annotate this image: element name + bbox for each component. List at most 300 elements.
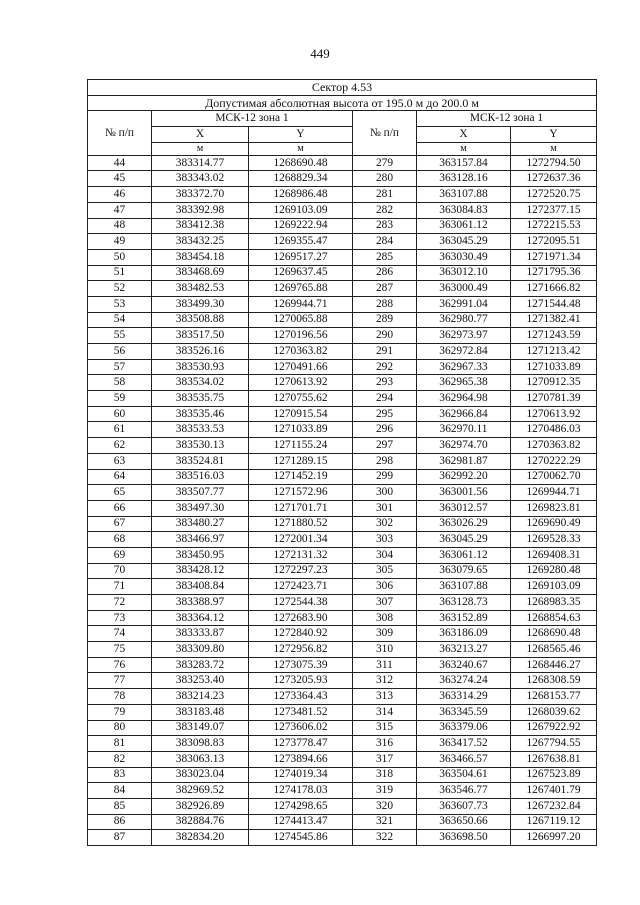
x-left-cell: 383526.16 bbox=[152, 344, 249, 360]
point-number-left-cell: 68 bbox=[88, 532, 152, 548]
y-right-cell: 1272637.36 bbox=[511, 171, 597, 187]
point-number-right-cell: 319 bbox=[353, 783, 417, 799]
point-number-right-cell: 291 bbox=[353, 344, 417, 360]
x-left-cell: 383314.77 bbox=[152, 155, 249, 171]
y-right-cell: 1271382.41 bbox=[511, 312, 597, 328]
table-row bbox=[88, 453, 597, 469]
y-right-cell: 1269823.81 bbox=[511, 500, 597, 516]
x-right-cell: 363000.49 bbox=[417, 281, 511, 297]
y-header-right: Y bbox=[511, 127, 597, 143]
point-number-left-cell: 65 bbox=[88, 485, 152, 501]
x-right-cell: 362967.33 bbox=[417, 359, 511, 375]
x-right-cell: 363045.29 bbox=[417, 532, 511, 548]
x-right-cell: 363107.88 bbox=[417, 187, 511, 203]
point-number-right-cell: 296 bbox=[353, 422, 417, 438]
x-left-cell: 383497.30 bbox=[152, 500, 249, 516]
x-left-cell: 383343.02 bbox=[152, 171, 249, 187]
point-number-left-cell: 75 bbox=[88, 642, 152, 658]
point-number-right-cell: 320 bbox=[353, 798, 417, 814]
table-row bbox=[88, 830, 597, 846]
x-left-cell: 383333.87 bbox=[152, 626, 249, 642]
point-number-right-cell: 288 bbox=[353, 296, 417, 312]
x-right-cell: 363012.10 bbox=[417, 265, 511, 281]
point-number-left-cell: 56 bbox=[88, 344, 152, 360]
y-right-cell: 1269103.09 bbox=[511, 579, 597, 595]
x-left-cell: 383183.48 bbox=[152, 704, 249, 720]
x-left-cell: 383149.07 bbox=[152, 720, 249, 736]
unit-y-right: м bbox=[511, 142, 597, 155]
point-number-left-cell: 52 bbox=[88, 281, 152, 297]
point-number-left-cell: 78 bbox=[88, 689, 152, 705]
unit-y-left: м bbox=[249, 142, 353, 155]
x-left-cell: 382969.52 bbox=[152, 783, 249, 799]
y-left-cell: 1272131.32 bbox=[249, 547, 353, 563]
x-left-cell: 383530.93 bbox=[152, 359, 249, 375]
y-right-cell: 1267794.55 bbox=[511, 736, 597, 752]
y-right-cell: 1266997.20 bbox=[511, 830, 597, 846]
point-number-right-cell: 312 bbox=[353, 673, 417, 689]
x-right-cell: 363084.83 bbox=[417, 202, 511, 218]
unit-x-right: м bbox=[417, 142, 511, 155]
coord-system-left: МСК-12 зона 1 bbox=[152, 111, 353, 127]
table-row bbox=[88, 736, 597, 752]
x-right-cell: 362970.11 bbox=[417, 422, 511, 438]
y-left-cell: 1272840.92 bbox=[249, 626, 353, 642]
point-number-right-cell: 289 bbox=[353, 312, 417, 328]
y-left-cell: 1274413.47 bbox=[249, 814, 353, 830]
table-row bbox=[88, 610, 597, 626]
point-number-left-cell: 57 bbox=[88, 359, 152, 375]
point-number-left-cell: 45 bbox=[88, 171, 152, 187]
point-number-left-cell: 74 bbox=[88, 626, 152, 642]
y-right-cell: 1269280.48 bbox=[511, 563, 597, 579]
table-row bbox=[88, 689, 597, 705]
point-number-right-cell: 286 bbox=[353, 265, 417, 281]
y-left-cell: 1274545.86 bbox=[249, 830, 353, 846]
y-left-cell: 1273481.52 bbox=[249, 704, 353, 720]
x-right-cell: 363240.67 bbox=[417, 657, 511, 673]
y-left-cell: 1271452.19 bbox=[249, 469, 353, 485]
y-left-cell: 1270915.54 bbox=[249, 406, 353, 422]
x-right-cell: 363107.88 bbox=[417, 579, 511, 595]
y-right-cell: 1271666.82 bbox=[511, 281, 597, 297]
coord-system-right: МСК-12 зона 1 bbox=[417, 111, 597, 127]
point-number-left-cell: 46 bbox=[88, 187, 152, 203]
table-row bbox=[88, 202, 597, 218]
point-number-right-cell: 318 bbox=[353, 767, 417, 783]
x-right-cell: 363314.29 bbox=[417, 689, 511, 705]
y-right-cell: 1270486.03 bbox=[511, 422, 597, 438]
sector-title: Сектор 4.53 bbox=[88, 80, 597, 96]
y-left-cell: 1268829.34 bbox=[249, 171, 353, 187]
point-number-left-cell: 53 bbox=[88, 296, 152, 312]
y-left-cell: 1270363.82 bbox=[249, 344, 353, 360]
table-row bbox=[88, 391, 597, 407]
y-left-cell: 1272956.82 bbox=[249, 642, 353, 658]
point-number-left-cell: 64 bbox=[88, 469, 152, 485]
point-number-left-cell: 63 bbox=[88, 453, 152, 469]
point-number-left-cell: 85 bbox=[88, 798, 152, 814]
point-number-right-cell: 313 bbox=[353, 689, 417, 705]
table-row bbox=[88, 595, 597, 611]
x-left-cell: 383466.97 bbox=[152, 532, 249, 548]
point-number-right-cell: 322 bbox=[353, 830, 417, 846]
table-row bbox=[88, 281, 597, 297]
x-right-cell: 363012.57 bbox=[417, 500, 511, 516]
x-right-cell: 363030.49 bbox=[417, 249, 511, 265]
y-left-cell: 1268986.48 bbox=[249, 187, 353, 203]
table-row bbox=[88, 469, 597, 485]
point-number-left-cell: 61 bbox=[88, 422, 152, 438]
x-right-cell: 363274.24 bbox=[417, 673, 511, 689]
point-number-right-cell: 303 bbox=[353, 532, 417, 548]
x-left-cell: 383524.81 bbox=[152, 453, 249, 469]
x-right-cell: 363045.29 bbox=[417, 234, 511, 250]
point-number-left-cell: 79 bbox=[88, 704, 152, 720]
y-right-cell: 1268308.59 bbox=[511, 673, 597, 689]
x-left-cell: 383283.72 bbox=[152, 657, 249, 673]
y-left-cell: 1271572.96 bbox=[249, 485, 353, 501]
y-left-cell: 1270755.62 bbox=[249, 391, 353, 407]
table-row bbox=[88, 375, 597, 391]
point-number-right-cell: 279 bbox=[353, 155, 417, 171]
x-left-cell: 383388.97 bbox=[152, 595, 249, 611]
table-row bbox=[88, 563, 597, 579]
y-right-cell: 1272520.75 bbox=[511, 187, 597, 203]
y-left-cell: 1271701.71 bbox=[249, 500, 353, 516]
point-number-right-cell: 317 bbox=[353, 751, 417, 767]
y-left-cell: 1269355.47 bbox=[249, 234, 353, 250]
point-number-left-cell: 80 bbox=[88, 720, 152, 736]
x-right-cell: 362992.20 bbox=[417, 469, 511, 485]
x-right-cell: 363650.66 bbox=[417, 814, 511, 830]
x-header-left: X bbox=[152, 127, 249, 143]
coordinates-table bbox=[87, 79, 597, 846]
point-number-right-cell: 315 bbox=[353, 720, 417, 736]
table-row bbox=[88, 673, 597, 689]
x-left-cell: 383253.40 bbox=[152, 673, 249, 689]
point-number-left-cell: 51 bbox=[88, 265, 152, 281]
table-row bbox=[88, 438, 597, 454]
point-number-left-cell: 73 bbox=[88, 610, 152, 626]
x-left-cell: 382926.89 bbox=[152, 798, 249, 814]
y-left-cell: 1272423.71 bbox=[249, 579, 353, 595]
y-right-cell: 1272794.50 bbox=[511, 155, 597, 171]
table-row bbox=[88, 814, 597, 830]
x-left-cell: 383309.80 bbox=[152, 642, 249, 658]
point-number-left-cell: 66 bbox=[88, 500, 152, 516]
y-right-cell: 1267232.84 bbox=[511, 798, 597, 814]
point-number-right-cell: 305 bbox=[353, 563, 417, 579]
y-right-cell: 1271795.36 bbox=[511, 265, 597, 281]
y-right-cell: 1271971.34 bbox=[511, 249, 597, 265]
y-right-cell: 1272215.53 bbox=[511, 218, 597, 234]
x-right-cell: 362974.70 bbox=[417, 438, 511, 454]
x-left-cell: 383534.02 bbox=[152, 375, 249, 391]
point-number-right-cell: 301 bbox=[353, 500, 417, 516]
x-right-cell: 363001.56 bbox=[417, 485, 511, 501]
point-number-left-cell: 58 bbox=[88, 375, 152, 391]
y-right-cell: 1268690.48 bbox=[511, 626, 597, 642]
x-right-cell: 363186.09 bbox=[417, 626, 511, 642]
point-number-left-cell: 70 bbox=[88, 563, 152, 579]
point-number-right-cell: 297 bbox=[353, 438, 417, 454]
y-right-cell: 1271033.89 bbox=[511, 359, 597, 375]
x-right-cell: 363379.06 bbox=[417, 720, 511, 736]
point-number-right-cell: 287 bbox=[353, 281, 417, 297]
point-number-left-cell: 49 bbox=[88, 234, 152, 250]
x-left-cell: 383372.70 bbox=[152, 187, 249, 203]
y-right-cell: 1270781.39 bbox=[511, 391, 597, 407]
y-left-cell: 1272001.34 bbox=[249, 532, 353, 548]
table-row bbox=[88, 249, 597, 265]
point-number-left-cell: 44 bbox=[88, 155, 152, 171]
x-right-cell: 363698.50 bbox=[417, 830, 511, 846]
x-right-cell: 363504.61 bbox=[417, 767, 511, 783]
point-number-left-cell: 86 bbox=[88, 814, 152, 830]
y-right-cell: 1268039.62 bbox=[511, 704, 597, 720]
x-header-right: X bbox=[417, 127, 511, 143]
point-number-left-cell: 83 bbox=[88, 767, 152, 783]
point-number-right-cell: 280 bbox=[353, 171, 417, 187]
y-left-cell: 1270613.92 bbox=[249, 375, 353, 391]
y-left-cell: 1274298.65 bbox=[249, 798, 353, 814]
num-header-left: № п/п bbox=[88, 111, 152, 155]
x-left-cell: 383480.27 bbox=[152, 516, 249, 532]
y-left-cell: 1272544.38 bbox=[249, 595, 353, 611]
table-row bbox=[88, 422, 597, 438]
y-right-cell: 1267119.12 bbox=[511, 814, 597, 830]
point-number-right-cell: 283 bbox=[353, 218, 417, 234]
y-right-cell: 1267401.79 bbox=[511, 783, 597, 799]
table-row bbox=[88, 296, 597, 312]
x-right-cell: 362966.84 bbox=[417, 406, 511, 422]
x-right-cell: 363026.29 bbox=[417, 516, 511, 532]
x-left-cell: 383535.75 bbox=[152, 391, 249, 407]
x-left-cell: 383098.83 bbox=[152, 736, 249, 752]
table-row bbox=[88, 485, 597, 501]
x-right-cell: 363607.73 bbox=[417, 798, 511, 814]
x-right-cell: 363061.12 bbox=[417, 547, 511, 563]
table-row bbox=[88, 798, 597, 814]
x-right-cell: 363345.59 bbox=[417, 704, 511, 720]
point-number-left-cell: 69 bbox=[88, 547, 152, 563]
y-left-cell: 1269517.27 bbox=[249, 249, 353, 265]
x-right-cell: 363213.27 bbox=[417, 642, 511, 658]
point-number-left-cell: 84 bbox=[88, 783, 152, 799]
point-number-right-cell: 298 bbox=[353, 453, 417, 469]
y-left-cell: 1269103.09 bbox=[249, 202, 353, 218]
point-number-left-cell: 54 bbox=[88, 312, 152, 328]
x-left-cell: 383507.77 bbox=[152, 485, 249, 501]
table-row bbox=[88, 642, 597, 658]
x-right-cell: 362973.97 bbox=[417, 328, 511, 344]
x-right-cell: 362981.87 bbox=[417, 453, 511, 469]
y-left-cell: 1271155.24 bbox=[249, 438, 353, 454]
x-right-cell: 362991.04 bbox=[417, 296, 511, 312]
point-number-right-cell: 304 bbox=[353, 547, 417, 563]
y-right-cell: 1268446.27 bbox=[511, 657, 597, 673]
y-right-cell: 1272095.51 bbox=[511, 234, 597, 250]
x-left-cell: 383533.53 bbox=[152, 422, 249, 438]
y-left-cell: 1273894.66 bbox=[249, 751, 353, 767]
table-row bbox=[88, 312, 597, 328]
table-row bbox=[88, 626, 597, 642]
point-number-left-cell: 77 bbox=[88, 673, 152, 689]
y-left-cell: 1268690.48 bbox=[249, 155, 353, 171]
table-row bbox=[88, 547, 597, 563]
table-row bbox=[88, 265, 597, 281]
table-row bbox=[88, 344, 597, 360]
y-left-cell: 1272683.90 bbox=[249, 610, 353, 626]
y-left-cell: 1273364.43 bbox=[249, 689, 353, 705]
y-right-cell: 1270363.82 bbox=[511, 438, 597, 454]
point-number-right-cell: 281 bbox=[353, 187, 417, 203]
x-right-cell: 363546.77 bbox=[417, 783, 511, 799]
y-right-cell: 1268854.63 bbox=[511, 610, 597, 626]
y-left-cell: 1271289.15 bbox=[249, 453, 353, 469]
y-right-cell: 1272377.15 bbox=[511, 202, 597, 218]
point-number-right-cell: 295 bbox=[353, 406, 417, 422]
point-number-right-cell: 307 bbox=[353, 595, 417, 611]
x-left-cell: 383063.13 bbox=[152, 751, 249, 767]
point-number-right-cell: 292 bbox=[353, 359, 417, 375]
point-number-right-cell: 300 bbox=[353, 485, 417, 501]
point-number-right-cell: 309 bbox=[353, 626, 417, 642]
x-left-cell: 383023.04 bbox=[152, 767, 249, 783]
x-right-cell: 363128.73 bbox=[417, 595, 511, 611]
x-right-cell: 363157.84 bbox=[417, 155, 511, 171]
x-left-cell: 383517.50 bbox=[152, 328, 249, 344]
table-row bbox=[88, 579, 597, 595]
x-left-cell: 382834.20 bbox=[152, 830, 249, 846]
point-number-right-cell: 294 bbox=[353, 391, 417, 407]
y-left-cell: 1274019.34 bbox=[249, 767, 353, 783]
point-number-right-cell: 321 bbox=[353, 814, 417, 830]
x-left-cell: 383468.69 bbox=[152, 265, 249, 281]
point-number-right-cell: 285 bbox=[353, 249, 417, 265]
y-right-cell: 1267638.81 bbox=[511, 751, 597, 767]
y-right-cell: 1269528.33 bbox=[511, 532, 597, 548]
table-row bbox=[88, 234, 597, 250]
x-left-cell: 383516.03 bbox=[152, 469, 249, 485]
x-right-cell: 363079.65 bbox=[417, 563, 511, 579]
y-left-cell: 1273606.02 bbox=[249, 720, 353, 736]
x-left-cell: 383432.25 bbox=[152, 234, 249, 250]
y-left-cell: 1270065.88 bbox=[249, 312, 353, 328]
y-left-cell: 1269765.88 bbox=[249, 281, 353, 297]
y-right-cell: 1270222.29 bbox=[511, 453, 597, 469]
table-row bbox=[88, 516, 597, 532]
y-left-cell: 1274178.03 bbox=[249, 783, 353, 799]
y-right-cell: 1268565.46 bbox=[511, 642, 597, 658]
y-header-left: Y bbox=[249, 127, 353, 143]
point-number-left-cell: 82 bbox=[88, 751, 152, 767]
point-number-left-cell: 48 bbox=[88, 218, 152, 234]
y-left-cell: 1272297.23 bbox=[249, 563, 353, 579]
point-number-right-cell: 310 bbox=[353, 642, 417, 658]
x-right-cell: 362964.98 bbox=[417, 391, 511, 407]
unit-x-left: м bbox=[152, 142, 249, 155]
y-right-cell: 1271213.42 bbox=[511, 344, 597, 360]
x-left-cell: 383482.53 bbox=[152, 281, 249, 297]
point-number-right-cell: 311 bbox=[353, 657, 417, 673]
y-right-cell: 1270613.92 bbox=[511, 406, 597, 422]
table-row bbox=[88, 171, 597, 187]
y-right-cell: 1268983.35 bbox=[511, 595, 597, 611]
point-number-right-cell: 302 bbox=[353, 516, 417, 532]
x-right-cell: 362965.38 bbox=[417, 375, 511, 391]
table-row bbox=[88, 751, 597, 767]
table-row bbox=[88, 406, 597, 422]
y-right-cell: 1269944.71 bbox=[511, 485, 597, 501]
y-left-cell: 1269637.45 bbox=[249, 265, 353, 281]
y-left-cell: 1270491.66 bbox=[249, 359, 353, 375]
y-left-cell: 1269222.94 bbox=[249, 218, 353, 234]
point-number-right-cell: 316 bbox=[353, 736, 417, 752]
point-number-left-cell: 50 bbox=[88, 249, 152, 265]
point-number-left-cell: 87 bbox=[88, 830, 152, 846]
y-right-cell: 1270062.70 bbox=[511, 469, 597, 485]
point-number-right-cell: 282 bbox=[353, 202, 417, 218]
point-number-right-cell: 308 bbox=[353, 610, 417, 626]
y-left-cell: 1273778.47 bbox=[249, 736, 353, 752]
point-number-left-cell: 71 bbox=[88, 579, 152, 595]
y-left-cell: 1273205.93 bbox=[249, 673, 353, 689]
x-right-cell: 363417.52 bbox=[417, 736, 511, 752]
x-left-cell: 383530.13 bbox=[152, 438, 249, 454]
y-left-cell: 1271033.89 bbox=[249, 422, 353, 438]
x-left-cell: 383499.30 bbox=[152, 296, 249, 312]
y-left-cell: 1269944.71 bbox=[249, 296, 353, 312]
table-row bbox=[88, 359, 597, 375]
x-left-cell: 383364.12 bbox=[152, 610, 249, 626]
table-row bbox=[88, 783, 597, 799]
x-left-cell: 383508.88 bbox=[152, 312, 249, 328]
y-right-cell: 1269690.49 bbox=[511, 516, 597, 532]
table-row bbox=[88, 767, 597, 783]
y-left-cell: 1273075.39 bbox=[249, 657, 353, 673]
y-right-cell: 1271544.48 bbox=[511, 296, 597, 312]
x-left-cell: 383454.18 bbox=[152, 249, 249, 265]
point-number-right-cell: 293 bbox=[353, 375, 417, 391]
point-number-left-cell: 81 bbox=[88, 736, 152, 752]
x-left-cell: 382884.76 bbox=[152, 814, 249, 830]
x-right-cell: 363061.12 bbox=[417, 218, 511, 234]
y-left-cell: 1271880.52 bbox=[249, 516, 353, 532]
point-number-left-cell: 55 bbox=[88, 328, 152, 344]
point-number-left-cell: 76 bbox=[88, 657, 152, 673]
table-row bbox=[88, 657, 597, 673]
table-row bbox=[88, 187, 597, 203]
table-row bbox=[88, 500, 597, 516]
table-body bbox=[88, 155, 597, 845]
point-number-left-cell: 62 bbox=[88, 438, 152, 454]
point-number-right-cell: 284 bbox=[353, 234, 417, 250]
y-right-cell: 1271243.59 bbox=[511, 328, 597, 344]
point-number-right-cell: 306 bbox=[353, 579, 417, 595]
y-right-cell: 1267922.92 bbox=[511, 720, 597, 736]
x-left-cell: 383408.84 bbox=[152, 579, 249, 595]
page-number: 449 bbox=[310, 46, 330, 61]
table-row bbox=[88, 720, 597, 736]
x-left-cell: 383535.46 bbox=[152, 406, 249, 422]
x-right-cell: 362980.77 bbox=[417, 312, 511, 328]
point-number-left-cell: 60 bbox=[88, 406, 152, 422]
y-right-cell: 1268153.77 bbox=[511, 689, 597, 705]
table-row bbox=[88, 155, 597, 171]
x-left-cell: 383450.95 bbox=[152, 547, 249, 563]
